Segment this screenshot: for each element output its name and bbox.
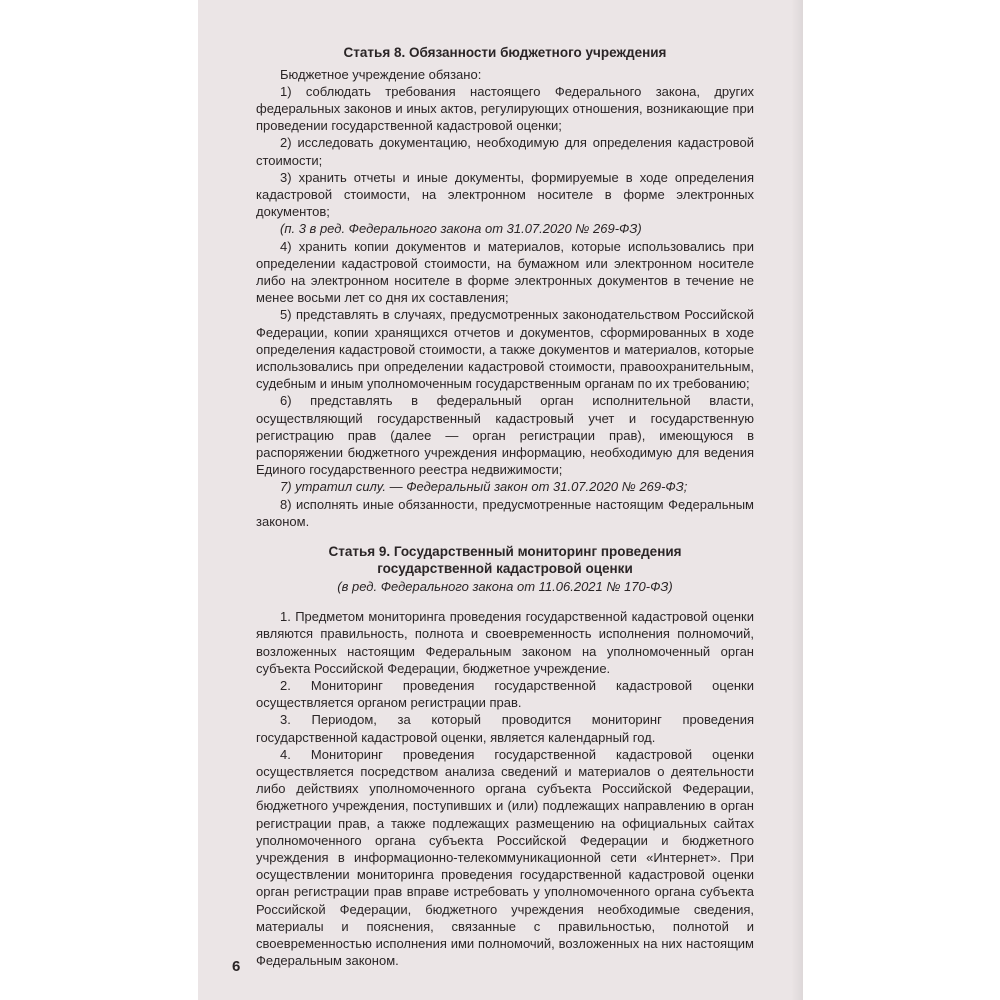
book-page xyxy=(198,0,803,1000)
article-8-paragraph: 1) соблюдать требования настоящего Федерального закона, других федеральных законов и иных актов, регулирующих отношения, возникающие при проведении государственной кадастровой оценки; xyxy=(256,83,754,134)
article-9-paragraph: 1. Предметом мониторинга проведения государственной кадастровой оценки являются правильность, полнота и своевременность исполнения полномочий, возложенных настоящим Федеральным законом на уполномоченный орган субъекта Российской Федерации, бюджетное учреждение. xyxy=(256,609,754,676)
article-8-repealed-item: 7) утратил силу. — Федеральный закон от 31.07.2020 № 269-ФЗ; xyxy=(280,479,688,495)
article-8-paragraph: Бюджетное учреждение обязано: xyxy=(280,66,482,82)
article-9-title-continued: государственной кадастровой оценки xyxy=(377,561,633,577)
article-8-paragraph: 8) исполнять иные обязанности, предусмотренные настоящим Федеральным законом. xyxy=(256,496,754,529)
article-8-title: Статья 8. Обязанности бюджетного учреждения xyxy=(343,45,667,60)
article-8-paragraph: 6) представлять в федеральный орган исполнительной власти, осуществляющий государственный кадастровый учет и государственную регистрацию прав (далее — орган регистрации прав), имеющуюся в распоряжении бюджетного учреждения информацию, необходимую для ведения Единого государственного реестра недвижимости; xyxy=(256,393,754,478)
article-9-paragraph: 3. Периодом, за который проводится мониторинг проведения государственной кадастровой оценки, является календарный год. xyxy=(256,712,754,745)
article-9-paragraph: 2. Мониторинг проведения государственной кадастровой оценки осуществляется органом регистрации прав. xyxy=(256,678,754,711)
page-edge-shadow xyxy=(791,0,803,1000)
article-8-paragraph: 2) исследовать документацию, необходимую для определения кадастровой стоимости; xyxy=(256,135,754,168)
article-9-title: Статья 9. Государственный мониторинг проведения xyxy=(328,543,682,559)
article-8-paragraph: 3) хранить отчеты и иные документы, формируемые в ходе определения кадастровой стоимости, на электронном носителе в форме электронных документов; xyxy=(256,169,754,220)
article-8-paragraph: 5) представлять в случаях, предусмотренных законодательством Российской Федерации, копии хранящихся отчетов и документов, сформированных в ходе определения кадастровой стоимости, а также документов и материалов, которые использовались при определении кадастровой стоимости, правоохранительным, судебным и иным уполномоченным государственным органам по их требованию; xyxy=(256,307,754,392)
article-8-amendment-note: (п. 3 в ред. Федерального закона от 31.07.2020 № 269-ФЗ) xyxy=(280,221,642,237)
article-8-paragraph: 4) хранить копии документов и материалов, которые использовались при определении кадастровой стоимости, на бумажном или электронном носителе либо на электронном носителе в форме электронных документов в течение не менее восьми лет со дня их составления; xyxy=(256,238,754,306)
page-number: 6 xyxy=(232,958,241,975)
page-content xyxy=(256,44,754,969)
article-9-amendment-note: (в ред. Федерального закона от 11.06.2021 № 170-ФЗ) xyxy=(337,578,673,594)
article-9-paragraph: 4. Мониторинг проведения государственной кадастровой оценки осуществляется посредством анализа сведений и материалов о деятельности либо действиях уполномоченного органа субъекта Российской Федерации, бюджетного учреждения, поступивших и (или) подлежащих направлению в орган регистрации прав, а также подлежащих размещению на официальных сайтах уполномоченного органа субъекта Российской Федерации и бюджетного учреждения в информационно-телекоммуникационной сети «Интернет». При осуществлении мониторинга проведения государственной кадастровой оценки орган регистрации прав вправе истребовать у уполномоченного органа субъекта Российской Федерации, бюджетного учреждения необходимые сведения, материалы и пояснения, связанные с правильностью, полнотой и своевременностью исполнения ими полномочий, возложенных на них настоящим Федеральным законом. xyxy=(256,746,754,969)
